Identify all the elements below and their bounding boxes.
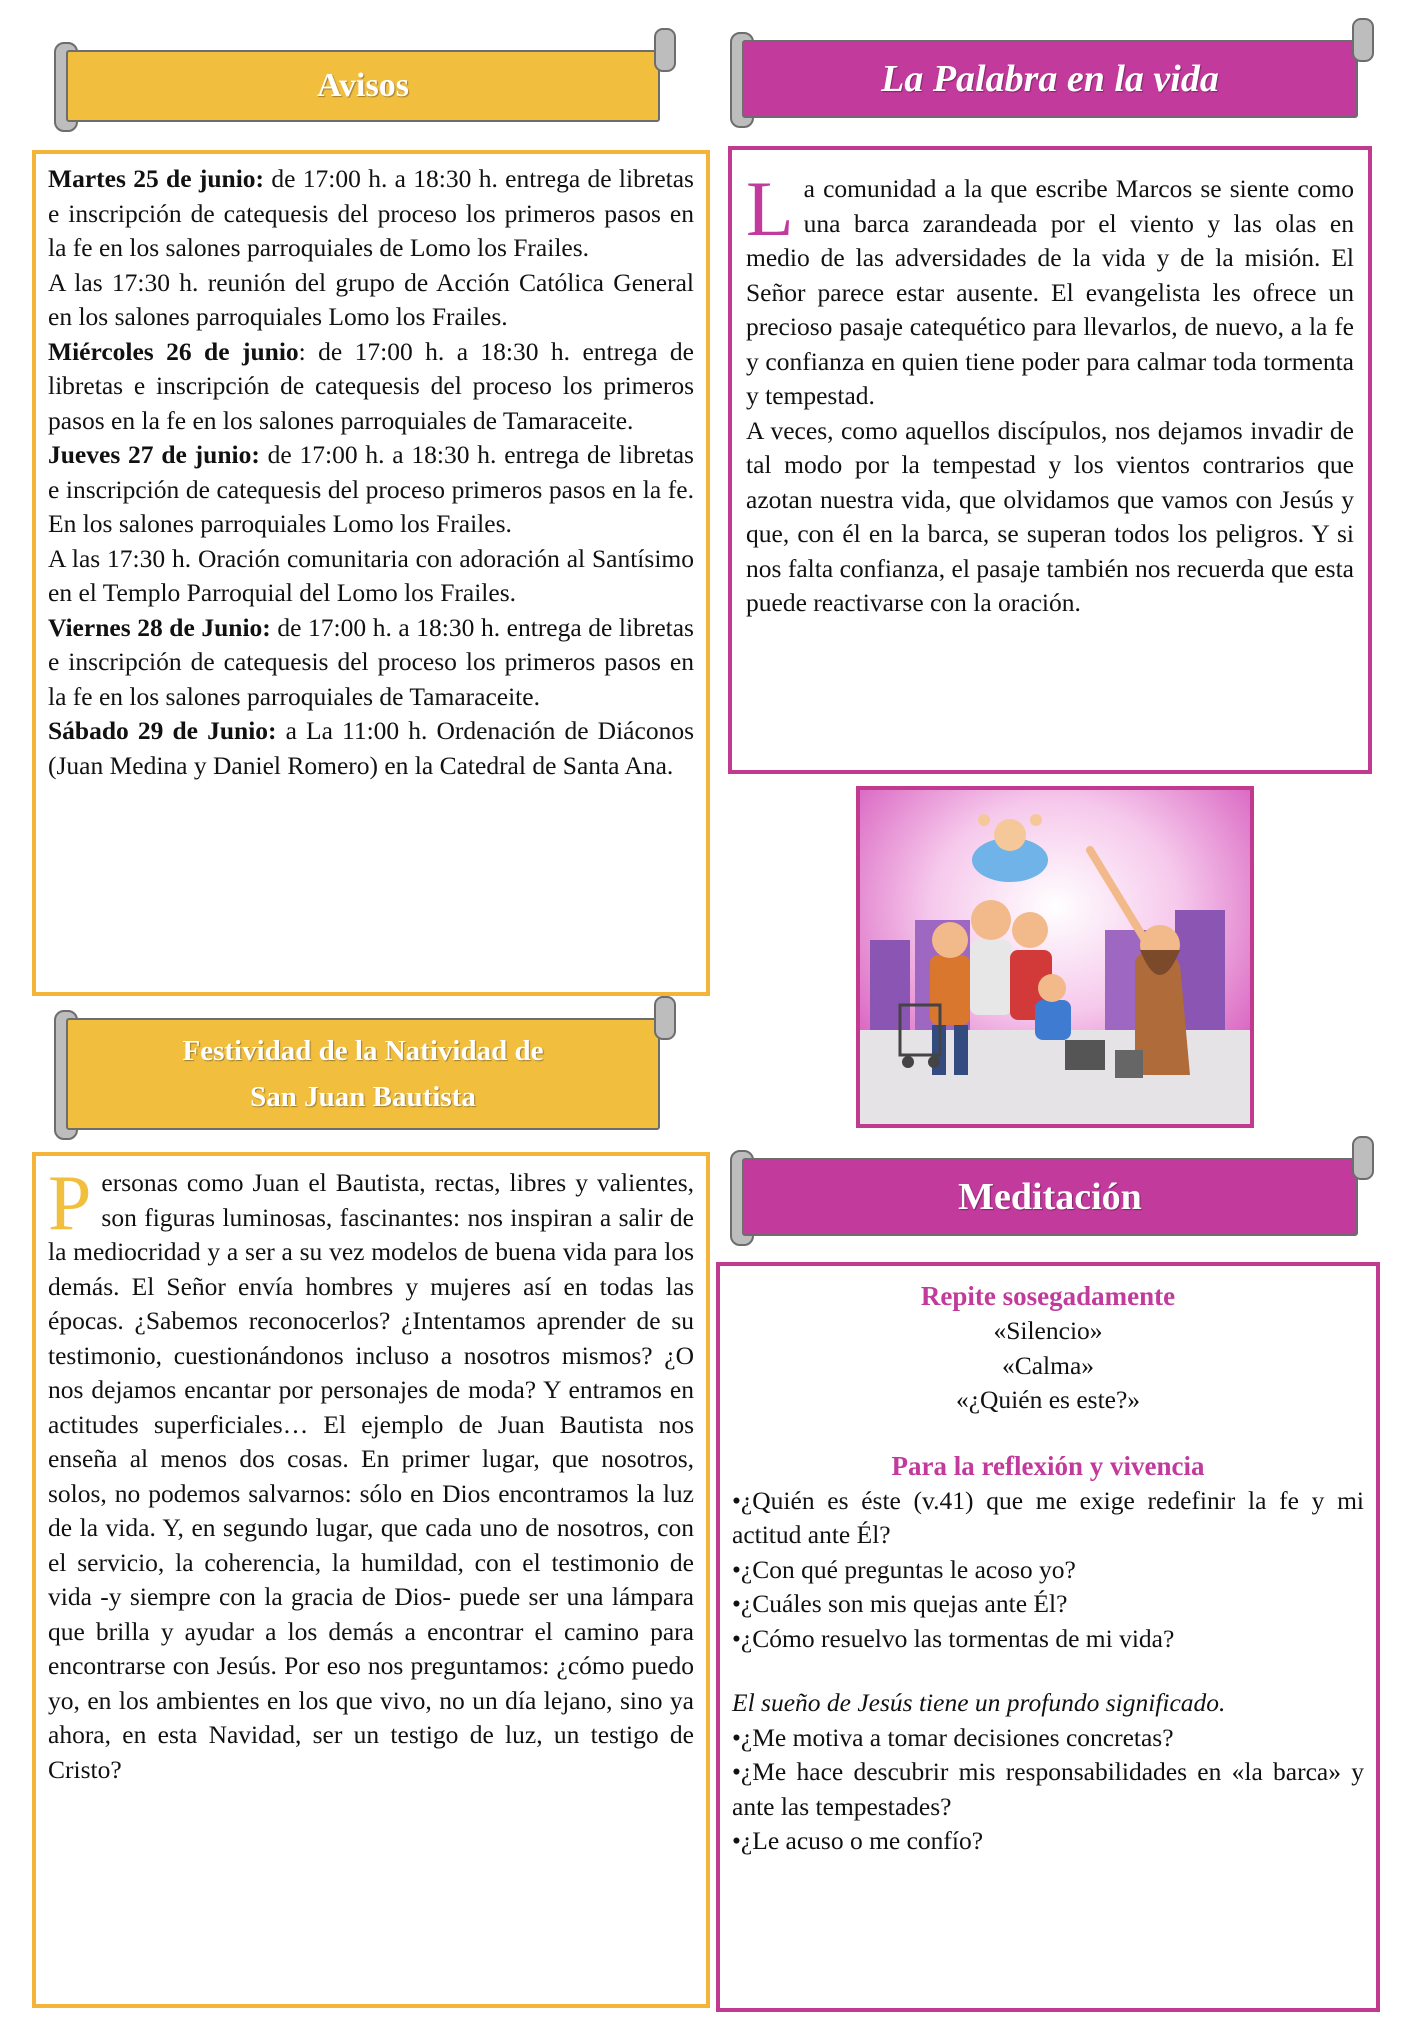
scroll-rod-icon [654,996,676,1040]
question-item: •¿Quién es éste (v.41) que me exige redefinir la fe y mi actitud ante Él? [732,1485,1364,1549]
scroll-rod-icon [654,28,676,72]
festividad-text: ersonas como Juan el Bautista, rectas, libres y valientes, son figuras luminosas, fascinantes: nos inspiran a salir de la mediocridad y a ser a su vez modelos de buena vida para los demás. El Señor envía hombres y mujeres así en todas las épocas. ¿Sabemos reconocerlos? ¿Intentamos aprender de su testimonio, cuestionándonos incluso a nosotros mismos? ¿O nos dejamos encantar por personajes de moda? Y entramos en actitudes superficiales… El ejemplo de Juan Bautista nos enseña al menos dos cosas. En primer lugar, que nosotros, solos, no podemos salvarnos: sólo en Dios encontramos la luz de la vida. Y, en segundo lugar, que cada uno de nosotros, con el servicio, la coherencia, la humildad, con el testimonio de vida -y siempre con la gracia de Dios- puede ser una lámpara que brilla y ayudar a los demás a encontrar el camino para encontrarse con Jesús. Por eso nos preguntamos: ¿cómo puedo yo, en los ambientes en los que vivo, no un día lejano, sino ya ahora, en esta Navidad, ser un testigo de luz, un testigo de Cristo? [48,1168,694,1784]
repeat-line: «Calma» [1001,1350,1095,1380]
meditacion-heading-repite: Repite sosegadamente [920,1281,1176,1311]
scroll-rod-icon [1352,18,1374,62]
question-item: •¿Con qué preguntas le acoso yo? [732,1554,1076,1584]
question-item: •¿Le acuso o me confío? [732,1826,984,1855]
question-item: •¿Cómo resuelvo las tormentas de mi vida? [732,1623,1175,1653]
festividad-title-line1: Festividad de la Natividad de [182,1035,544,1067]
illustration-frame [856,786,1254,1128]
aviso-entry: Viernes 28 de Junio: de 17:00 h. a 18:30 h. entrega de libretas e inscripción de catequesis del proceso los primeros pasos en la fe en los salones parroquiales de Tamaraceite. [48,612,694,711]
question-item: •¿Me motiva a tomar decisiones concretas? [732,1722,1174,1752]
aviso-entry: Martes 25 de junio: de 17:00 h. a 18:30 h. entrega de libretas e inscripción de catequesis del proceso los primeros pasos en la fe en los salones parroquiales de Lomo los Frailes. [48,164,694,262]
dropcap: L [746,165,794,252]
scroll-rod-icon [1352,1136,1374,1180]
palabra-para2: A veces, como aquellos discípulos, nos dejamos invadir de tal modo por la tempestad y los vientos contrarios que azotan nuestra vida, que olvidamos que vamos con Jesús y que, con él en la barca, se superan todos los peligros. Y si nos falta confianza, el pasaje también nos recuerda que esta puede reactivarse con la oración. [746,415,1354,617]
palabra-box [728,146,1372,774]
palabra-para1: a comunidad a la que escribe Marcos se siente como una barca zarandeada por el viento y las olas en medio de las adversidades de la vida y de la misión. El Señor parece estar ausente. El evangelista les ofrece un precioso pasaje catequético para llevarlos, de nuevo, a la fe y confianza en quien tiene poder para calmar toda tormenta y tempestad. [746,174,1354,410]
meditacion-italic-line: El sueño de Jesús tiene un profundo significado. [732,1688,1226,1717]
palabra-title: La Palabra en la vida [881,58,1219,100]
aviso-entry: Miércoles 26 de junio: de 17:00 h. a 18:30 h. entrega de libretas e inscripción de catequesis del proceso los primeros pasos en la fe en los salones parroquiales de Tamaraceite. [48,336,694,435]
avisos-box [32,150,710,996]
question-item: •¿Cuáles son mis quejas ante Él? [732,1589,1068,1618]
repeat-line: «¿Quién es este?» [955,1385,1141,1414]
avisos-title: Avisos [317,67,409,104]
palabra-banner [728,32,1380,128]
festividad-title-line2: San Juan Bautista [250,1081,476,1113]
calming-storm-illustration [860,790,1250,1124]
aviso-entry: Sábado 29 de Junio: a La 11:00 h. Ordenación de Diáconos (Juan Medina y Daniel Romero) en la Catedral de Santa Ana. [48,716,694,780]
question-item: •¿Me hace descubrir mis responsabilidades en «la barca» y ante las tempestades? [732,1757,1364,1821]
meditacion-box [716,1262,1380,2012]
aviso-entry: A las 17:30 h. Oración comunitaria con adoración al Santísimo en el Templo Parroquial del Lomo los Frailes. [48,543,694,607]
repeat-line: «Silencio» [993,1316,1103,1345]
festividad-box [32,1152,710,2008]
festividad-banner [52,1010,682,1140]
dropcap: P [48,1159,92,1246]
aviso-entry: Jueves 27 de junio: de 17:00 h. a 18:30 h. entrega de libretas e inscripción de catequesis del proceso primeros pasos en la fe. En los salones parroquiales Lomo los Frailes. [48,440,694,538]
meditacion-heading-reflexion: Para la reflexión y vivencia [891,1450,1205,1481]
avisos-banner [52,42,682,132]
meditacion-banner [728,1150,1380,1246]
meditacion-title: Meditación [958,1176,1142,1218]
aviso-entry: A las 17:30 h. reunión del grupo de Acción Católica General en los salones parroquiales Lomo los Frailes. [48,267,694,331]
